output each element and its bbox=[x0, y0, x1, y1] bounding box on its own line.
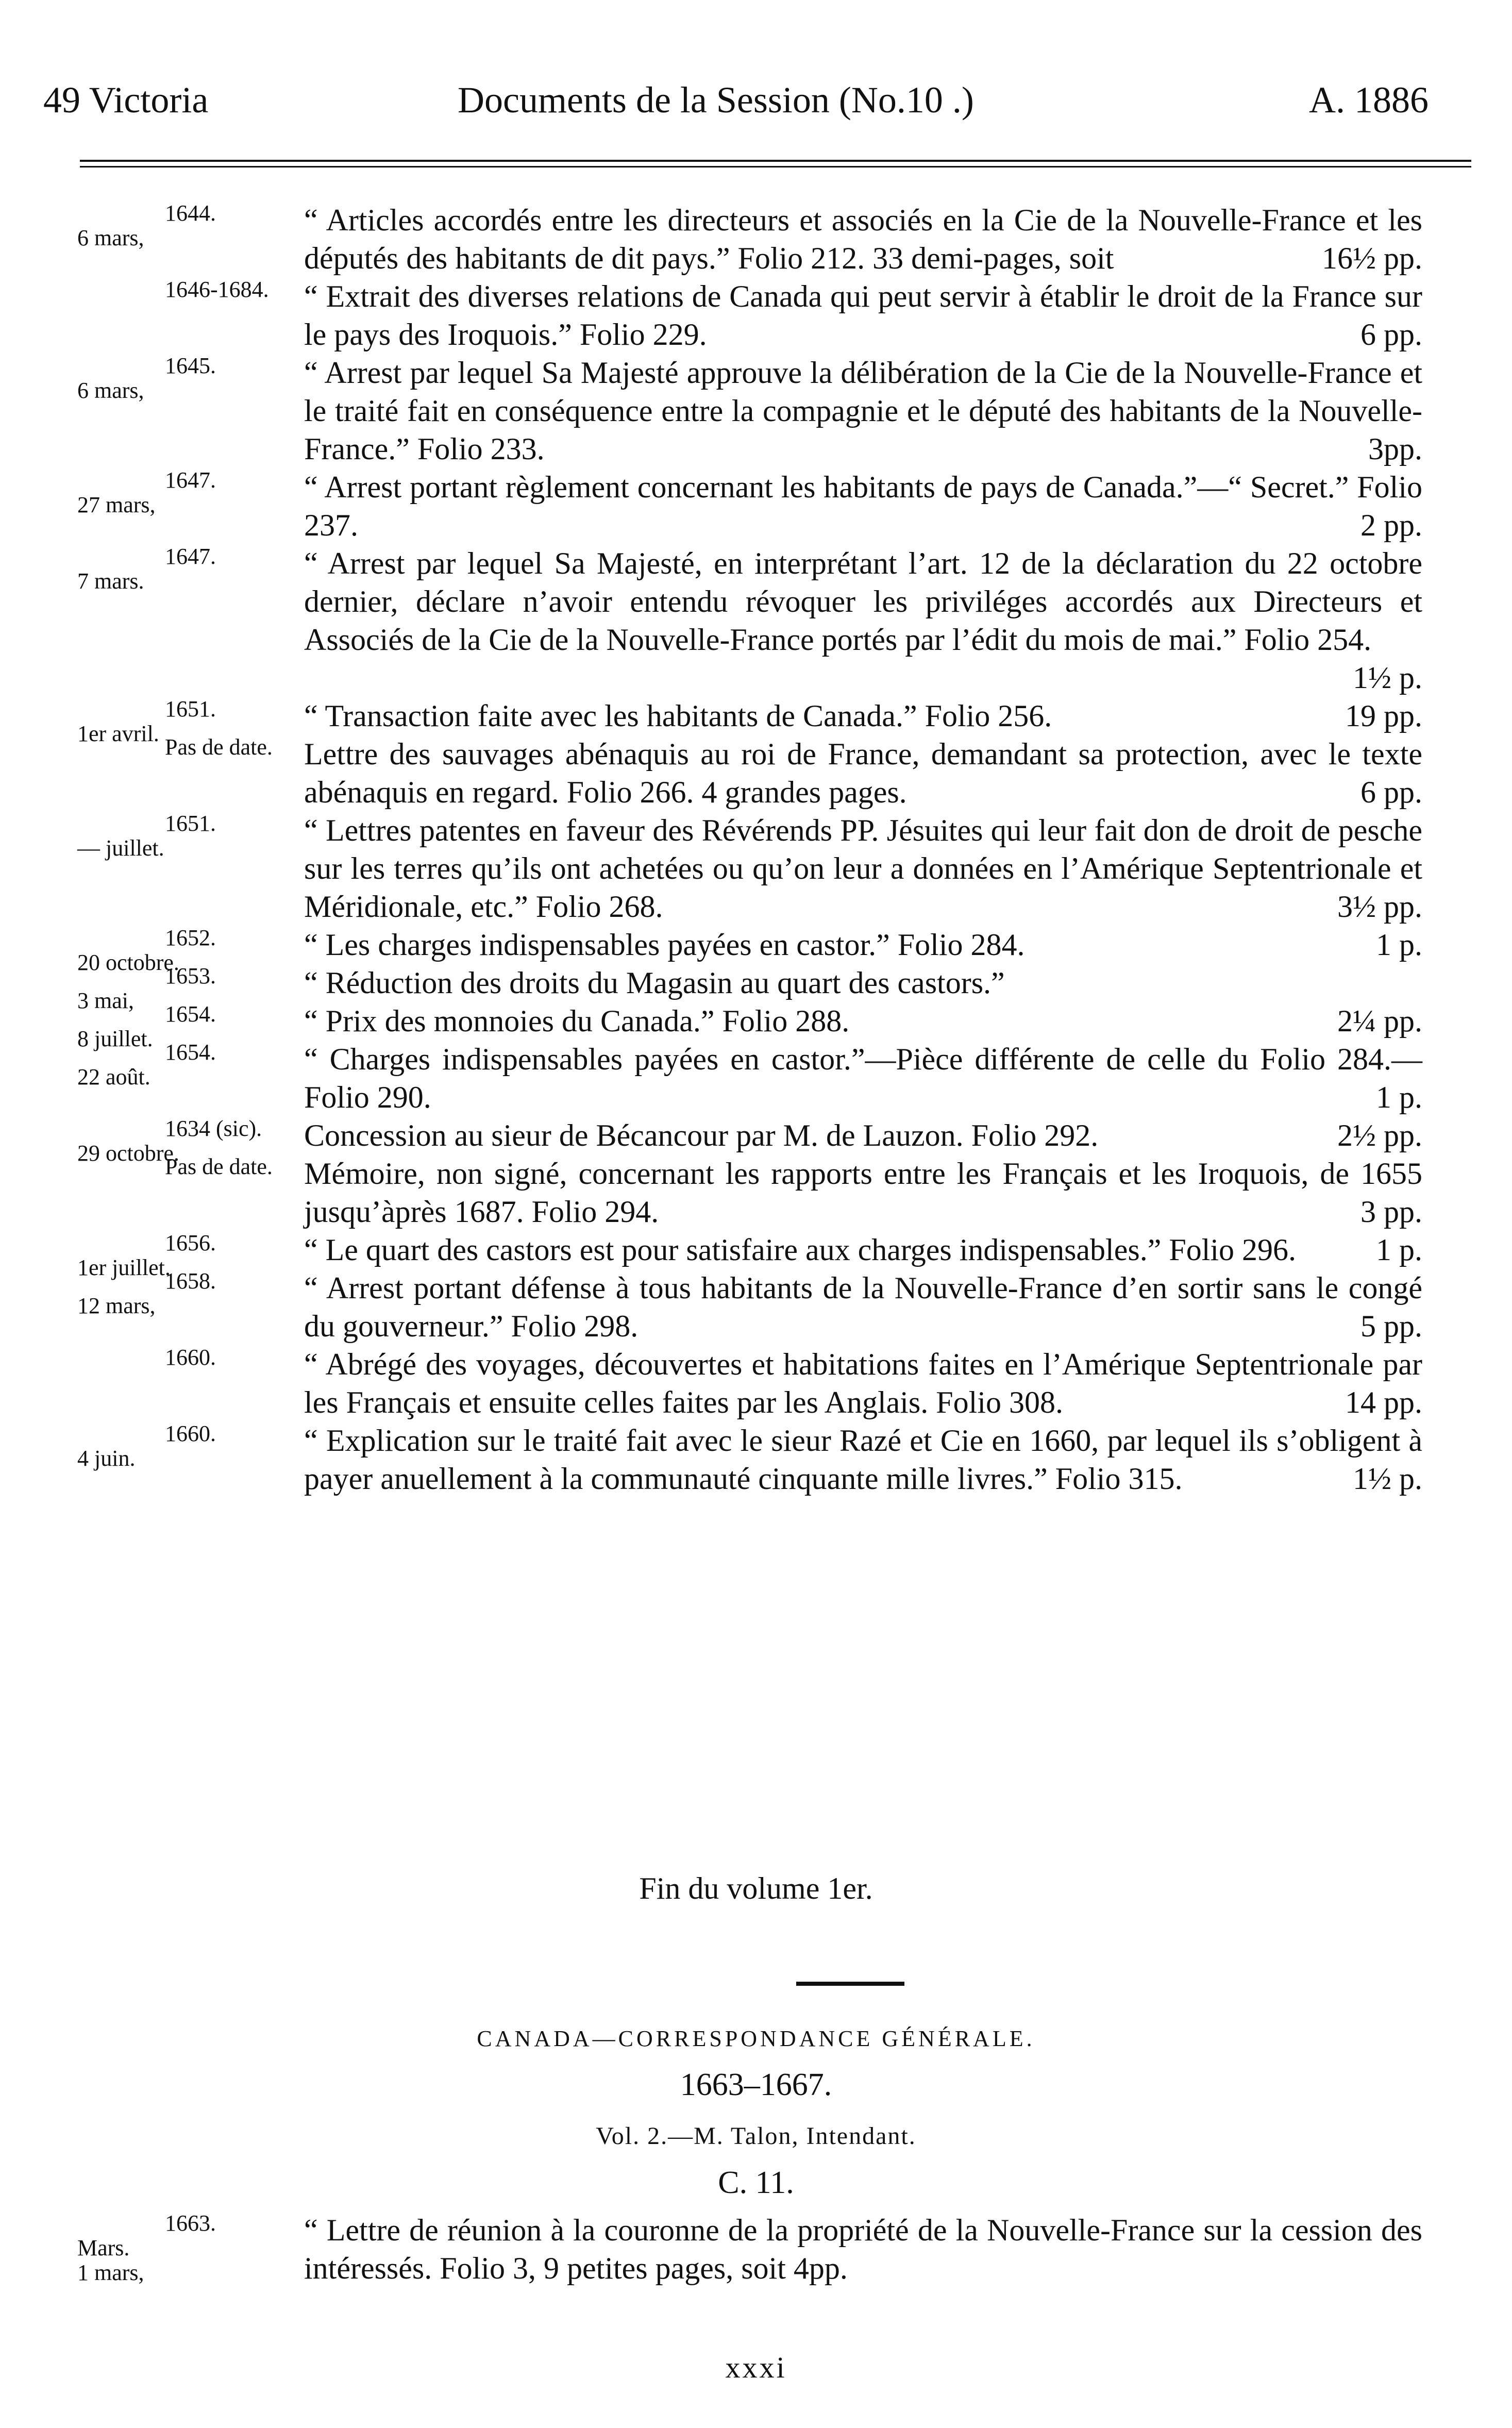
entry-date-line: — juillet. bbox=[77, 835, 164, 861]
entry-description: “ Le quart des castors est pour satisfaire aux charges indispensables.” Folio 296. bbox=[304, 1233, 1297, 1267]
entry-description: “ Arrest par lequel Sa Majesté, en interprétant l’art. 12 de la déclaration du 22 octobre dernier, déclare n’avoir entendu révoquer les priviléges accordés aux Directeurs et Associés de la Cie de la Nouvelle-France portés par l’édit du mois de mai.” Folio 254. bbox=[304, 546, 1422, 657]
header-left: 49 Victoria bbox=[43, 79, 209, 121]
catalog-entry bbox=[0, 963, 1512, 1013]
entry-date-line: Pas de date. bbox=[165, 734, 273, 760]
entry-text bbox=[304, 1269, 1422, 1345]
entry-date-line: 1651. bbox=[165, 696, 216, 722]
volume-label: Vol. 2.— bbox=[596, 2122, 694, 2150]
entry-date-line: 1er juillet. bbox=[77, 1255, 171, 1280]
entry-description: “ Lettres patentes en faveur des Révérends PP. Jésuites qui leur fait don de droit de pesche sur les terres qu’ils ont achetées ou qu’on leur a données en l’Amérique Septentrionale et Méridionale, etc.” Folio 268. bbox=[304, 813, 1422, 924]
entry-page-count: 3 pp. bbox=[1360, 1195, 1422, 1229]
entry-page-count: 14 pp. bbox=[1345, 1385, 1422, 1419]
last-entry-block bbox=[0, 2211, 1512, 2287]
entry-date-line: 3 mai, bbox=[77, 988, 134, 1013]
page-number: xxxi bbox=[725, 2351, 787, 2384]
entry-text bbox=[304, 735, 1422, 811]
entry-text bbox=[304, 544, 1422, 697]
entry-text bbox=[304, 1116, 1422, 1154]
entry-page-count: 3pp. bbox=[1368, 432, 1422, 466]
entry-date-line: 1er avril. bbox=[77, 721, 159, 746]
entry-date-line: 22 août. bbox=[77, 1064, 150, 1090]
entry-text bbox=[304, 697, 1422, 735]
entry-date bbox=[77, 1345, 263, 1370]
entry-date-line: 4 juin. bbox=[77, 1446, 136, 1471]
entry-page-count: 1½ p. bbox=[1353, 1462, 1422, 1496]
catalog-entry bbox=[0, 1116, 1512, 1166]
entry-date-line: 8 juillet. bbox=[77, 1026, 153, 1051]
entry-date-line: 1644. bbox=[165, 200, 216, 226]
entry-text bbox=[304, 201, 1422, 277]
entry-date-line: 6 mars, bbox=[77, 378, 144, 403]
entry-text bbox=[304, 277, 1422, 354]
entry-date-line: 1660. bbox=[165, 1345, 216, 1370]
entry-date bbox=[77, 544, 263, 594]
entry-date-line: Pas de date. bbox=[165, 1154, 273, 1179]
header-rule-top bbox=[80, 160, 1471, 162]
volume-author: M. Talon, Intendant. bbox=[694, 2122, 916, 2150]
entry-date-line: 20 octobre. bbox=[77, 950, 179, 975]
entry-description: “ Arrest portant défense à tous habitants de la Nouvelle-France d’en sortir sans le congé du gouverneur.” Folio 298. bbox=[304, 1271, 1422, 1343]
header-rule-bottom bbox=[80, 166, 1471, 168]
entry-date-line: 1658. bbox=[165, 1268, 216, 1294]
entry-description: “ Réduction des droits du Magasin au quart des castors.” bbox=[304, 966, 1005, 1000]
catalog-entry bbox=[0, 354, 1512, 468]
entry-text bbox=[304, 1421, 1422, 1498]
entry-date bbox=[77, 1269, 263, 1318]
entry-text bbox=[304, 1345, 1422, 1421]
entry-page-count: 2 pp. bbox=[1360, 508, 1422, 542]
entry-text bbox=[304, 468, 1422, 544]
entry-date bbox=[77, 2211, 263, 2285]
entry-date-line: 1 mars, bbox=[77, 2260, 144, 2285]
catalog-entry bbox=[0, 1040, 1512, 1116]
entry-date bbox=[77, 734, 273, 760]
catalog-entry bbox=[0, 468, 1512, 544]
entry-text bbox=[304, 1154, 1422, 1231]
catalog-entry bbox=[0, 201, 1512, 277]
entry-date-line: 1647. bbox=[165, 467, 216, 493]
section-divider bbox=[796, 1982, 904, 1986]
entry-date bbox=[77, 1040, 263, 1090]
entry-page-count: 1 p. bbox=[1376, 1233, 1422, 1267]
end-of-volume-note: Fin du volume 1er. bbox=[639, 1871, 873, 1905]
entry-date-line: Mars. bbox=[77, 2235, 130, 2260]
entry-description: “ Charges indispensables payées en castor.”—Pièce différente de celle du Folio 284.—Folio 290. bbox=[304, 1042, 1422, 1114]
catalog-entry bbox=[0, 1001, 1512, 1051]
entry-date bbox=[77, 1421, 263, 1471]
entry-description: “ Lettre de réunion à la couronne de la propriété de la Nouvelle-France sur la cession des intéressés. Folio 3, 9 petites pages, soit 4pp. bbox=[304, 2213, 1422, 2285]
entry-page-count: 2¼ pp. bbox=[1337, 1004, 1422, 1038]
entry-date-line: 1647. bbox=[165, 544, 216, 569]
entry-text bbox=[304, 964, 1422, 1002]
catalog-entry bbox=[0, 696, 1512, 746]
entry-description: “ Arrest portant règlement concernant les habitants de pays de Canada.”—“ Secret.” Folio 237. bbox=[304, 470, 1422, 542]
entry-date-line: 1652. bbox=[165, 925, 216, 950]
section-code: C. 11. bbox=[718, 2165, 794, 2200]
entry-text bbox=[304, 2211, 1422, 2287]
section-years: 1663–1667. bbox=[680, 2067, 832, 2102]
entry-text bbox=[304, 1040, 1422, 1116]
entry-date-line: 29 octobre. bbox=[77, 1141, 179, 1166]
catalog-entry bbox=[0, 2211, 1512, 2287]
entry-description: “ Articles accordés entre les directeurs et associés en la Cie de la Nouvelle-France et les députés des habitants de dit pays.” Folio 212. 33 demi-pages, soit bbox=[304, 203, 1422, 275]
catalog-entry bbox=[0, 1421, 1512, 1498]
entry-date-line: 27 mars, bbox=[77, 492, 156, 517]
entry-text bbox=[304, 354, 1422, 468]
entry-date-line: 1656. bbox=[165, 1230, 216, 1255]
entry-text bbox=[304, 926, 1422, 964]
entry-text bbox=[304, 1231, 1422, 1269]
entry-date-line: 1663. bbox=[165, 2211, 216, 2236]
entry-text bbox=[304, 1002, 1422, 1040]
entry-description: “ Arrest par lequel Sa Majesté approuve la délibération de la Cie de la Nouvelle-France et le traité fait en conséquence entre la compagnie et le député des habitants de la Nouvelle-France.” Folio 233. bbox=[304, 356, 1422, 466]
entry-date-line: 7 mars. bbox=[77, 568, 144, 594]
entry-date-line: 1645. bbox=[165, 353, 216, 378]
entry-page-count: 19 pp. bbox=[1345, 699, 1422, 733]
catalog-entry bbox=[0, 1345, 1512, 1421]
entry-date bbox=[77, 201, 263, 250]
section-volume bbox=[0, 2116, 1512, 2152]
catalog-entry bbox=[0, 277, 1512, 354]
entry-page-count: 1 p. bbox=[1376, 1080, 1422, 1114]
entry-date-line: 12 mars, bbox=[77, 1293, 156, 1318]
entry-date-line: 1660. bbox=[165, 1421, 216, 1446]
entry-description: “ Les charges indispensables payées en castor.” Folio 284. bbox=[304, 928, 1025, 962]
entry-date-line: 1654. bbox=[165, 1001, 216, 1027]
catalog-entry bbox=[0, 925, 1512, 975]
entry-page-count: 1 p. bbox=[1376, 928, 1422, 962]
entry-date bbox=[77, 811, 263, 861]
header-center: Documents de la Session (No.10 .) bbox=[458, 79, 974, 121]
entry-page-count: 6 pp. bbox=[1360, 317, 1422, 351]
entry-description: Concession au sieur de Bécancour par M. de Lauzon. Folio 292. bbox=[304, 1118, 1099, 1152]
entry-date-line: 1654. bbox=[165, 1040, 216, 1065]
catalog-entry bbox=[0, 811, 1512, 926]
entry-list bbox=[0, 201, 1512, 1498]
entry-date-line: 1634 (sic). bbox=[165, 1116, 262, 1141]
entry-page-count: 3½ pp. bbox=[1337, 890, 1422, 924]
entry-text bbox=[304, 811, 1422, 926]
entry-description: Lettre des sauvages abénaquis au roi de France, demandant sa protection, avec le texte abénaquis en regard. Folio 266. 4 grandes pages. bbox=[304, 737, 1422, 809]
entry-description: “ Transaction faite avec les habitants de Canada.” Folio 256. bbox=[304, 699, 1052, 733]
entry-page-count: 2½ pp. bbox=[1337, 1118, 1422, 1152]
entry-page-count: 1½ p. bbox=[1353, 661, 1422, 695]
entry-page-count: 16½ pp. bbox=[1322, 241, 1422, 275]
header-right: A. 1886 bbox=[1309, 79, 1429, 121]
entry-date-line: 6 mars, bbox=[77, 225, 144, 250]
entry-description: “ Abrégé des voyages, découvertes et habitations faites en l’Amérique Septentrionale par les Français et ensuite celles faites par les Anglais. Folio 308. bbox=[304, 1347, 1422, 1419]
catalog-entry bbox=[0, 1269, 1512, 1345]
entry-description: Mémoire, non signé, concernant les rapports entre les Français et les Iroquois, de 1655 jusqu’àprès 1687. Folio 294. bbox=[304, 1157, 1422, 1229]
entry-date bbox=[77, 354, 263, 403]
entry-description: “ Prix des monnoies du Canada.” Folio 288. bbox=[304, 1004, 850, 1038]
entry-description: “ Explication sur le traité fait avec le sieur Razé et Cie en 1660, par lequel ils s’obligent à payer anuellement à la communauté cinquante mille livres.” Folio 315. bbox=[304, 1424, 1422, 1496]
catalog-entry bbox=[0, 1154, 1512, 1231]
entry-date-line: 1653. bbox=[165, 963, 216, 989]
entry-date bbox=[77, 468, 263, 517]
section-title: CANADA—CORRESPONDANCE GÉNÉRALE. bbox=[477, 2026, 1035, 2051]
entry-date-line: 1646-1684. bbox=[165, 277, 269, 302]
entry-page-count: 6 pp. bbox=[1360, 775, 1422, 809]
entry-description: “ Extrait des diverses relations de Canada qui peut servir à établir le droit de la France sur le pays des Iroquois.” Folio 229. bbox=[304, 279, 1422, 351]
entry-date bbox=[77, 1154, 273, 1179]
catalog-entry bbox=[0, 1230, 1512, 1280]
entry-page-count: 5 pp. bbox=[1360, 1309, 1422, 1343]
entry-date bbox=[77, 277, 269, 302]
catalog-entry bbox=[0, 735, 1512, 811]
catalog-entry bbox=[0, 544, 1512, 697]
entry-date-line: 1651. bbox=[165, 811, 216, 836]
